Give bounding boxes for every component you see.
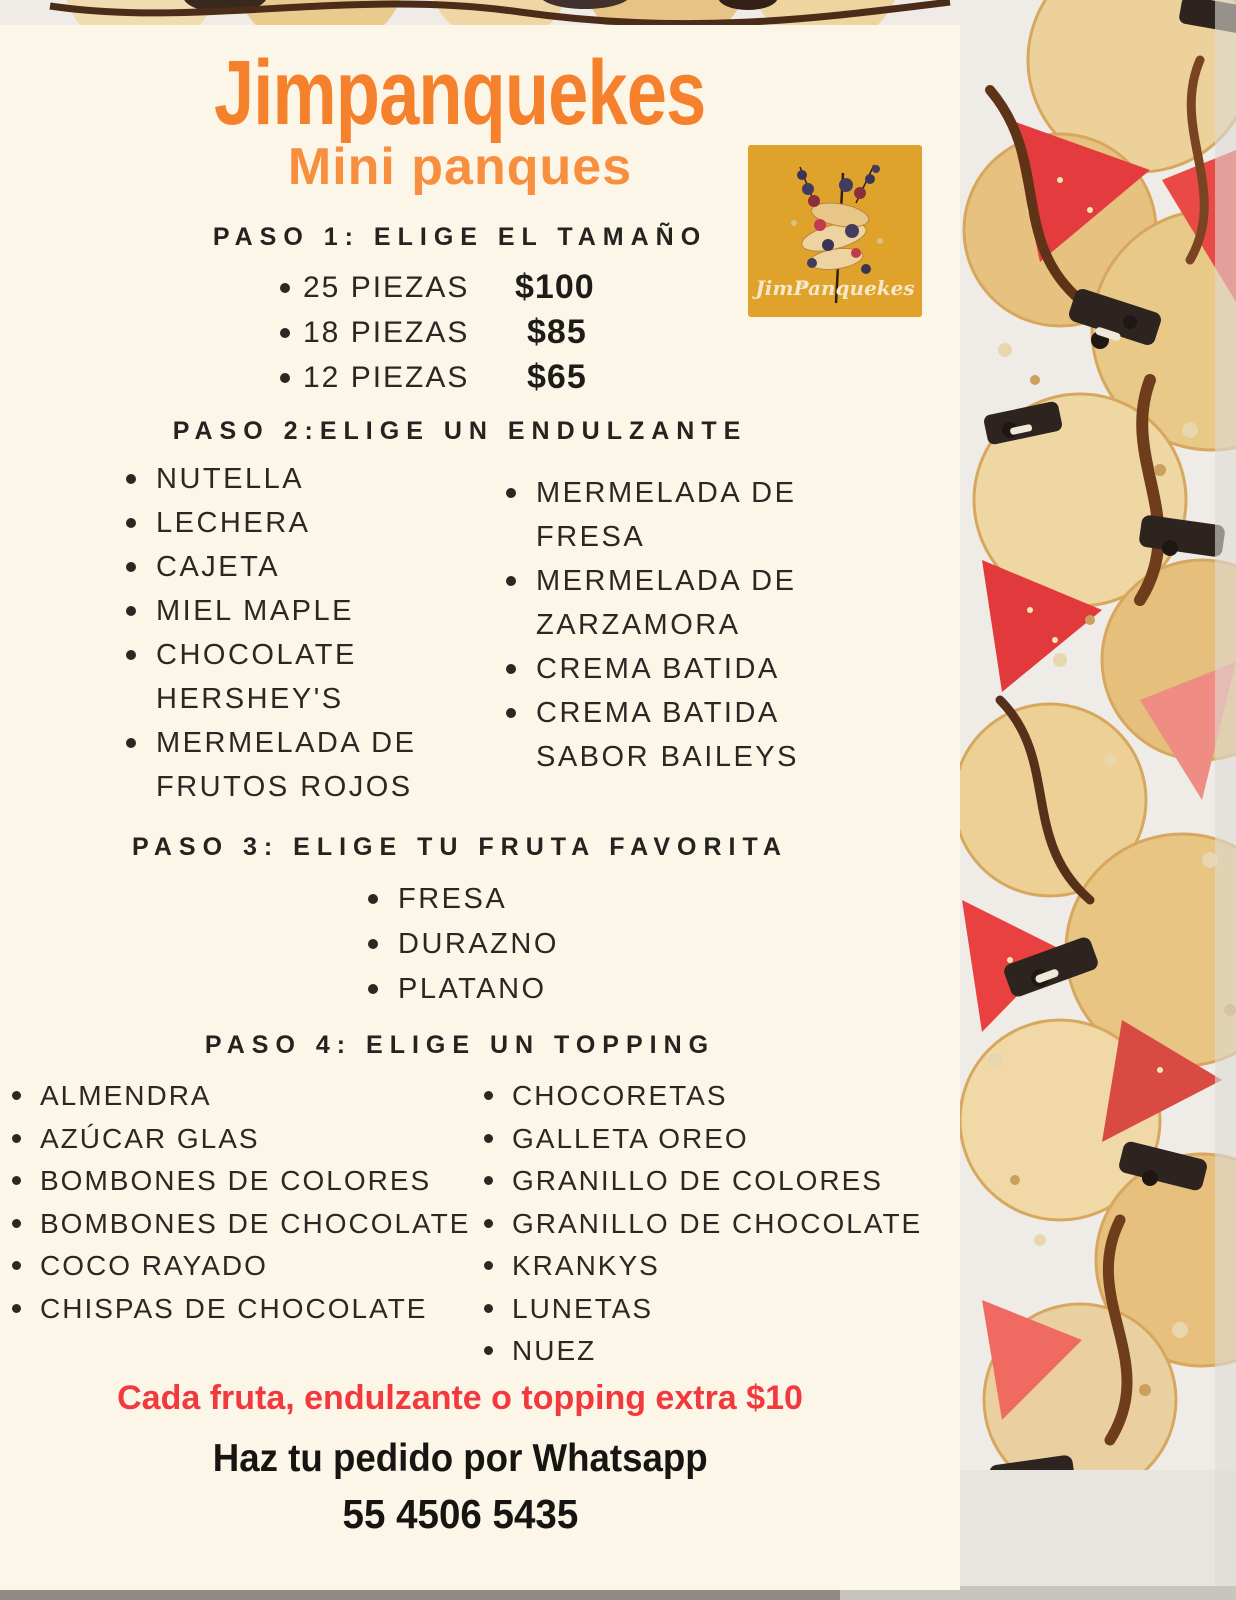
list-item: [484, 1203, 944, 1246]
list-item: [12, 1203, 487, 1246]
paso4-left-list: [12, 1075, 487, 1330]
paso2-heading: PASO 2:ELIGE UN ENDULZANTE: [172, 417, 748, 445]
list-item-label: GALLETA OREO: [512, 1122, 749, 1154]
phone-number: [0, 1491, 920, 1538]
bullet-icon: [484, 1176, 493, 1185]
size-label: 25 PIEZAS: [303, 270, 470, 304]
whatsapp-line: [0, 1437, 920, 1481]
bullet-icon: [126, 738, 136, 748]
bullet-icon: [506, 576, 516, 586]
bullet-icon: [484, 1304, 493, 1313]
bullet-icon: [280, 328, 290, 338]
list-item: [12, 1075, 487, 1118]
list-item-label: PLATANO: [398, 973, 547, 1005]
list-item: [126, 545, 456, 589]
logo-text: JimPanquekes: [755, 276, 915, 300]
list-item-label: MERMELADA DE ZARZAMORA: [536, 565, 797, 641]
bullet-icon: [368, 939, 378, 949]
whatsapp-text: Haz tu pedido por Whatsapp: [212, 1437, 708, 1480]
list-item: [126, 501, 456, 545]
list-item: [12, 1288, 487, 1331]
list-item-label: MIEL MAPLE: [156, 595, 354, 627]
bullet-icon: [12, 1176, 21, 1185]
list-item-label: ALMENDRA: [40, 1080, 212, 1111]
size-price: $65: [527, 358, 587, 396]
list-item-label: CHOCORETAS: [512, 1080, 728, 1111]
paso3-heading: PASO 3: ELIGE TU FRUTA FAVORITA: [132, 833, 788, 861]
bullet-icon: [126, 650, 136, 660]
list-item-label: CHOCOLATE HERSHEY'S: [156, 639, 357, 715]
list-item-label: MERMELADA DE FRESA: [536, 477, 797, 553]
bullet-icon: [126, 562, 136, 572]
list-item: [484, 1330, 944, 1373]
list-item: [12, 1118, 487, 1161]
size-label: 18 PIEZAS: [303, 315, 470, 349]
page-title-text: Jimpanquekes: [214, 40, 706, 144]
page-subtitle: Mini panques: [287, 138, 633, 196]
size-row: [280, 265, 595, 310]
size-row: [280, 310, 595, 355]
extra-charge-note: Cada fruta, endulzante o topping extra $10: [117, 1379, 803, 1417]
list-item: [126, 721, 456, 809]
bullet-icon: [484, 1091, 493, 1100]
paso1-heading: PASO 1: ELIGE EL TAMAÑO: [212, 223, 708, 251]
list-item: [126, 457, 456, 501]
bullet-icon: [12, 1261, 21, 1270]
list-item-label: BOMBONES DE CHOCOLATE: [40, 1207, 471, 1239]
bullet-icon: [12, 1134, 21, 1143]
bullet-icon: [12, 1219, 21, 1228]
list-item-label: DURAZNO: [398, 928, 559, 960]
size-label: 12 PIEZAS: [303, 360, 470, 394]
menu-card: [0, 25, 960, 1590]
list-item: [506, 691, 836, 779]
size-price: $85: [527, 313, 587, 351]
bullet-icon: [484, 1346, 493, 1355]
list-item-label: LUNETAS: [512, 1292, 654, 1324]
bullet-icon: [126, 518, 136, 528]
list-item-label: FRESA: [398, 883, 508, 915]
list-item: [484, 1288, 944, 1331]
bullet-icon: [126, 606, 136, 616]
paso2-left-list: [126, 457, 456, 809]
list-item: [126, 589, 456, 633]
paso4-heading: PASO 4: ELIGE UN TOPPING: [204, 1031, 716, 1059]
list-item: [484, 1160, 944, 1203]
list-item: [484, 1118, 944, 1161]
list-item: [484, 1075, 944, 1118]
bullet-icon: [506, 488, 516, 498]
bullet-icon: [280, 373, 290, 383]
list-item: [368, 967, 668, 1012]
bullet-icon: [12, 1091, 21, 1100]
size-row: [280, 355, 595, 400]
list-item-label: NUTELLA: [156, 463, 305, 495]
list-item-label: CREMA BATIDA SABOR BAILEYS: [536, 697, 799, 773]
list-item-label: AZÚCAR GLAS: [40, 1122, 260, 1154]
list-item: [12, 1160, 487, 1203]
bullet-icon: [12, 1304, 21, 1313]
bullet-icon: [484, 1219, 493, 1228]
list-item: [484, 1245, 944, 1288]
list-item-label: GRANILLO DE CHOCOLATE: [512, 1207, 923, 1239]
list-item-label: MERMELADA DE FRUTOS ROJOS: [156, 727, 417, 803]
list-item-label: GRANILLO DE COLORES: [512, 1165, 883, 1196]
list-item: [506, 471, 836, 559]
page-title: [0, 40, 920, 144]
bullet-icon: [126, 474, 136, 484]
list-item: [506, 559, 836, 647]
list-item-label: CHISPAS DE CHOCOLATE: [40, 1292, 428, 1324]
list-item-label: NUEZ: [512, 1335, 597, 1366]
list-item-label: BOMBONES DE COLORES: [40, 1165, 432, 1196]
list-item-label: LECHERA: [156, 507, 311, 539]
list-item: [506, 647, 836, 691]
list-item-label: CREMA BATIDA: [536, 653, 780, 685]
paso1-list: [280, 265, 595, 400]
list-item: [12, 1245, 487, 1288]
list-item: [368, 922, 668, 967]
bullet-icon: [484, 1261, 493, 1270]
paso2-right-list: [506, 471, 836, 779]
list-item: [368, 877, 668, 922]
paso4-right-list: [484, 1075, 944, 1373]
bullet-icon: [280, 283, 290, 293]
list-item-label: COCO RAYADO: [40, 1250, 268, 1281]
list-item-label: CAJETA: [156, 551, 281, 583]
bullet-icon: [506, 708, 516, 718]
bullet-icon: [506, 664, 516, 674]
bullet-icon: [368, 984, 378, 994]
paso3-list: [368, 877, 668, 1012]
phone-text: 55 4506 5435: [342, 1491, 578, 1537]
list-item: [126, 633, 456, 721]
bullet-icon: [484, 1134, 493, 1143]
size-price: $100: [515, 268, 595, 306]
list-item-label: KRANKYS: [512, 1250, 660, 1281]
bullet-icon: [368, 894, 378, 904]
